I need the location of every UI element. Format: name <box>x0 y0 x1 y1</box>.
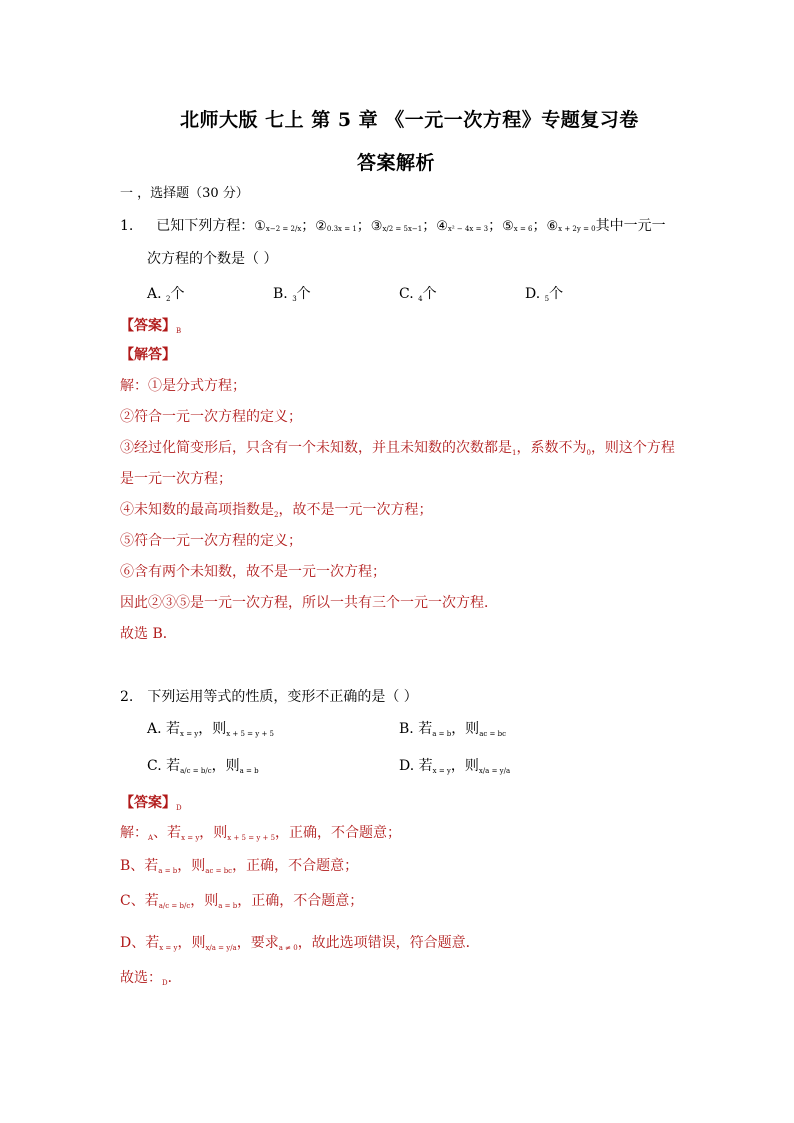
q1-sep2: ； <box>356 218 371 234</box>
q2-b-pre: B、若 <box>120 858 159 874</box>
q2-stem <box>120 686 418 706</box>
q2-d-mid: ，要求 <box>236 935 279 951</box>
q1-line3-n2: 0 <box>586 449 591 457</box>
q2-d-c1: x = y <box>159 944 178 952</box>
q2-d-c3: a ≠ 0 <box>278 944 298 952</box>
q2-c-end: ，正确，不合题意； <box>237 893 364 909</box>
q2-c-pre: C、若 <box>120 893 159 909</box>
q2-c-then: ，则 <box>190 893 219 909</box>
q2-d-c2: x/a = y/a <box>205 944 237 952</box>
q1-eq6-mark: ⑥ <box>546 219 559 234</box>
q2-c-c2: a = b <box>218 902 238 910</box>
q2-b-c1: a = b <box>158 867 178 875</box>
q1-eq1-mark: ① <box>254 219 266 234</box>
q1-option-d <box>525 283 563 303</box>
q2-option-a-if: 若 <box>166 721 181 737</box>
q1-option-c <box>399 283 437 303</box>
q1-line5-n: 2 <box>274 511 279 519</box>
q2-option-b-if: 若 <box>418 721 433 737</box>
q2-option-a <box>147 718 274 738</box>
q1-option-a <box>147 283 184 303</box>
q1-eq5-mark: ⑤ <box>502 219 514 234</box>
section-heading: 一 ，选择题（30 分） <box>120 186 249 201</box>
q1-line3-c: ，则这个方程 <box>590 440 675 456</box>
q1-option-d-value: 5 <box>544 295 550 303</box>
q1-sep1: ； <box>301 218 316 234</box>
q2-option-d-label: D. <box>399 758 415 774</box>
q2-option-c <box>147 755 259 775</box>
q1-option-c-unit: 个 <box>422 286 437 302</box>
q1-option-d-label: D. <box>525 286 541 302</box>
q1-option-b-value: 3 <box>292 295 297 303</box>
q1-explain-line8: 因此②③⑤是一元一次方程，所以一共有三个一元一次方程． <box>120 595 498 611</box>
q2-option-d-if: 若 <box>418 758 433 774</box>
page-title: 北师大版 七上 第 5 章 《一元一次方程》专题复习卷 <box>180 109 639 131</box>
q2-a-then: ，则 <box>199 825 228 841</box>
q1-stem-b: 其中一元一 <box>595 218 666 234</box>
q1-explain-line6: ⑤符合一元一次方程的定义； <box>120 533 302 549</box>
q2-answer <box>120 792 182 812</box>
q1-option-a-value: 2 <box>166 295 171 303</box>
q2-d-end: ，故此选项错误，符合题意． <box>297 935 480 951</box>
q1-eq2-mark: ② <box>315 219 327 234</box>
q2-explain-d <box>120 932 480 952</box>
q2-a-if: 、若 <box>153 825 182 841</box>
q2-explain-a <box>120 822 401 842</box>
q1-explain-line5 <box>120 499 432 519</box>
q1-line5-b: ，故不是一元一次方程； <box>278 502 433 518</box>
q2-option-b-c1: a = b <box>432 730 452 738</box>
q1-eq5: x = 6 <box>513 225 533 233</box>
q1-sep5: ； <box>532 218 547 234</box>
q1-eq4: x² − 4x = 3 <box>447 225 489 233</box>
q1-eq2: 0.3x = 1 <box>326 225 357 233</box>
q2-option-c-c2: a = b <box>239 767 259 775</box>
q1-eq1: x−2 = 2/x <box>265 225 302 233</box>
q2-option-d-then: ，则 <box>450 758 479 774</box>
q1-stem-line1 <box>120 215 666 235</box>
q2-option-d <box>399 755 510 775</box>
q2-option-d-c2: x/a = y/a <box>478 767 511 775</box>
q2-option-c-c1: a/c = b/c <box>180 767 212 775</box>
q2-stem-text: 下列运用等式的性质，变形不正确的是（ ） <box>147 689 418 705</box>
q1-answer-value: B <box>176 327 182 335</box>
q2-option-c-label: C. <box>147 758 162 774</box>
q1-answer-tag: 【答案】 <box>120 318 176 334</box>
q2-a-c2: x + 5 = y + 5 <box>227 834 276 842</box>
q2-final-end: ． <box>167 970 182 986</box>
q1-option-c-label: C. <box>399 286 414 302</box>
q1-line5-a: ④未知数的最高项指数是 <box>120 502 274 518</box>
q1-eq6: x + 2y = 0 <box>558 225 596 233</box>
q1-option-d-unit: 个 <box>549 286 564 302</box>
q2-d-pre: D、若 <box>120 935 160 951</box>
q1-explain-line4: 是一元一次方程； <box>120 471 232 487</box>
q2-option-a-c2: x + 5 = y + 5 <box>226 730 274 738</box>
q1-explain-line1: 解：①是分式方程； <box>120 378 246 394</box>
q2-option-c-if: 若 <box>166 758 181 774</box>
q2-b-end: ，正确，不合题意； <box>232 858 359 874</box>
q1-explain-tag: 【解答】 <box>120 347 176 363</box>
q1-line3-b: ，系数不为 <box>516 440 587 456</box>
q2-option-a-label: A. <box>147 721 162 737</box>
q1-explain-line2: ②符合一元一次方程的定义； <box>120 409 302 425</box>
q2-option-b <box>399 718 506 738</box>
q1-line3-n1: 1 <box>512 449 517 457</box>
q1-sep4: ； <box>488 218 503 234</box>
q2-option-a-then: ，则 <box>198 721 227 737</box>
q1-stem-a: 已知下列方程： <box>156 218 255 234</box>
q2-a-pre: 解： <box>120 825 148 841</box>
q1-stem-line2: 次方程的个数是（ ） <box>147 251 278 267</box>
q2-d-then: ，则 <box>177 935 206 951</box>
q1-option-c-value: 4 <box>418 295 423 303</box>
q2-final <box>120 967 182 987</box>
q2-option-d-c1: x = y <box>432 767 451 775</box>
q2-a-end: ，正确，不合题意； <box>275 825 402 841</box>
q1-sep3: ； <box>422 218 437 234</box>
q2-final-answer: D <box>162 979 168 987</box>
q2-b-c2: ac = bc <box>205 867 233 875</box>
q2-answer-value: D <box>176 804 182 812</box>
q2-option-c-then: ，则 <box>211 758 240 774</box>
q2-b-then: ，则 <box>177 858 206 874</box>
q1-option-a-label: A. <box>147 286 162 302</box>
q2-final-pre: 故选： <box>120 970 162 986</box>
q1-explain-line9: 故选 B． <box>120 626 177 642</box>
q2-a-label: A <box>148 834 154 842</box>
q2-explain-b <box>120 855 358 875</box>
q1-answer <box>120 315 181 335</box>
q1-option-b-label: B. <box>273 286 288 302</box>
page-subtitle: 答案解析 <box>357 152 436 174</box>
q1-eq3-mark: ③ <box>370 219 383 234</box>
q1-eq4-mark: ④ <box>436 219 448 234</box>
q1-option-a-unit: 个 <box>170 286 185 302</box>
q1-line3-a: ③经过化简变形后，只含有一个未知数，并且未知数的次数都是 <box>120 440 512 456</box>
q2-option-b-c2: ac = bc <box>479 730 506 738</box>
q2-c-c1: a/c = b/c <box>158 902 191 910</box>
q2-option-a-c1: x = y <box>180 730 199 738</box>
q2-a-c1: x = y <box>181 834 200 842</box>
q1-explain-line7: ⑥含有两个未知数，故不是一元一次方程； <box>120 564 386 580</box>
q2-answer-tag: 【答案】 <box>120 795 176 811</box>
q1-explain-line3 <box>120 437 675 457</box>
q1-option-b <box>273 283 311 303</box>
q1-number: 1. <box>120 218 134 234</box>
q2-number: 2. <box>120 689 134 705</box>
q1-option-b-unit: 个 <box>296 286 311 302</box>
q2-explain-c <box>120 890 363 910</box>
q2-option-b-then: ，则 <box>451 721 480 737</box>
q1-eq3: x/2 = 5x−1 <box>382 225 423 233</box>
q2-option-b-label: B. <box>399 721 414 737</box>
